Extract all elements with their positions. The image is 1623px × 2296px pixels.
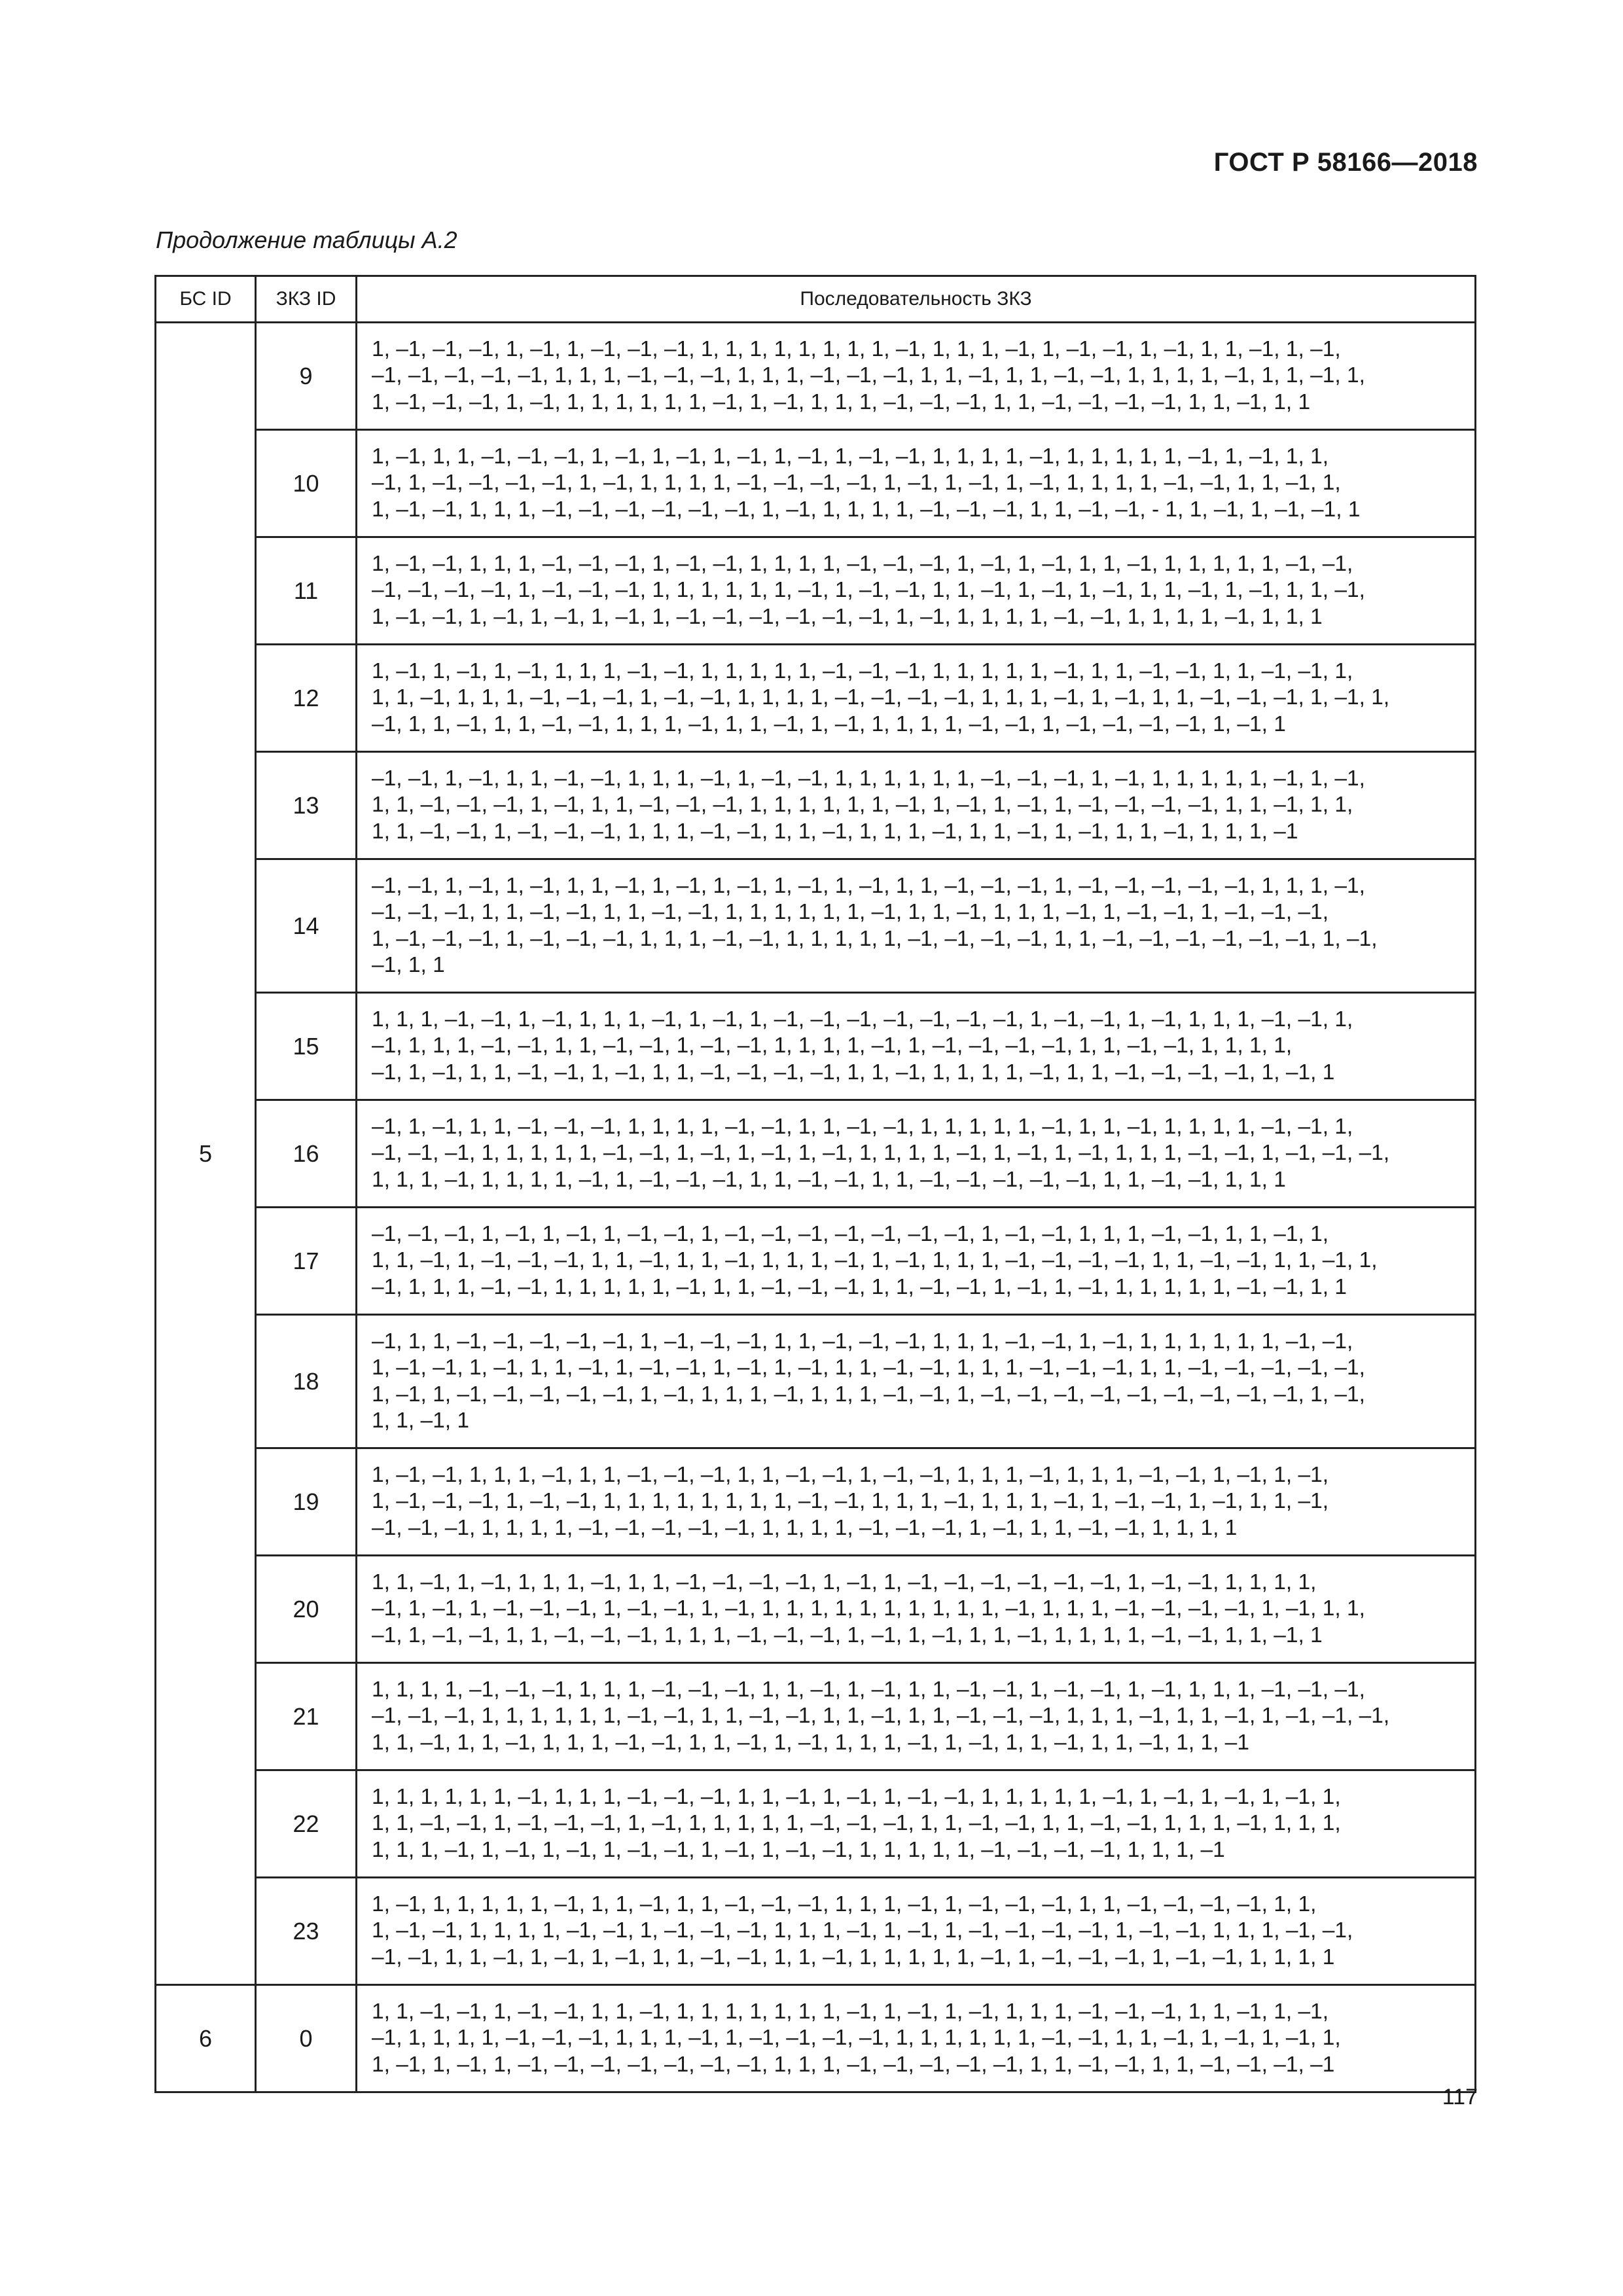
table-row	[156, 1315, 1476, 1448]
sequence-cell: 1, 1, 1, –1, –1, 1, –1, 1, 1, 1, –1, 1, –1, 1, –1, –1, –1, –1, –1, –1, –1, 1, –1, –1, 1, –1, 1, 1, 1, –1, –1, 1, –1, 1, 1, 1, –1, –1, 1, 1, –1, –1, 1, –1, –1, 1, 1, 1, 1, –1, 1, –1, –1, –1, –1, 1, 1, –1, –1, 1, 1, 1, 1, –1, 1, –1, 1, 1, –1, –1, 1, –1, 1, 1, –1, –1, –1, –1, 1, 1, –1, 1, 1, 1, 1, –1, 1, 1, –1, –1, –1, –1, 1, –1, 1	[357, 993, 1476, 1100]
zkz-id-cell: 17	[256, 1208, 357, 1315]
document-standard-header: ГОСТ Р 58166—2018	[1213, 148, 1478, 177]
zkz-id-cell: 15	[256, 993, 357, 1100]
table-row	[156, 859, 1476, 993]
column-header-sequence: Последовательность ЗКЗ	[357, 276, 1476, 323]
zkz-id-cell: 21	[256, 1663, 357, 1770]
zkz-id-cell: 13	[256, 752, 357, 859]
sequence-cell: 1, 1, 1, 1, 1, 1, –1, 1, 1, 1, –1, –1, –1, 1, 1, –1, 1, –1, 1, –1, –1, 1, 1, 1, 1, 1, –1, 1, –1, 1, –1, 1, –1, 1, 1, 1, –1, –1, 1, –1, –1, –1, 1, –1, 1, 1, 1, 1, 1, –1, –1, –1, 1, 1, –1, –1, 1, 1, –1, –1, 1, 1, 1, –1, 1, 1, 1, 1, 1, 1, –1, 1, –1, 1, –1, 1, –1, –1, 1, –1, 1, –1, –1, 1, 1, 1, 1, 1, –1, –1, –1, –1, 1, 1, 1, –1	[357, 1770, 1476, 1878]
table-row	[156, 1663, 1476, 1770]
sequence-cell: 1, –1, 1, –1, 1, –1, 1, 1, 1, –1, –1, 1, 1, 1, 1, 1, –1, –1, –1, 1, 1, 1, 1, 1, –1, 1, 1, –1, –1, 1, 1, –1, –1, 1, 1, 1, –1, 1, 1, 1, –1, –1, –1, 1, –1, –1, 1, 1, 1, 1, –1, –1, –1, –1, 1, 1, 1, –1, 1, –1, 1, 1, –1, –1, –1, 1, –1, 1, –1, 1, 1, –1, 1, 1, –1, –1, 1, 1, 1, –1, 1, 1, –1, 1, –1, 1, 1, 1, 1, –1, –1, 1, –1, –1, –1, –1, 1, –1, 1	[357, 645, 1476, 752]
table-row	[156, 1556, 1476, 1663]
table-row	[156, 1770, 1476, 1878]
zkz-id-cell: 9	[256, 323, 357, 430]
table-row	[156, 323, 1476, 430]
sequence-cell: –1, 1, –1, 1, 1, –1, –1, –1, 1, 1, 1, 1, –1, –1, 1, 1, –1, –1, 1, 1, 1, 1, 1, –1, 1, 1, –1, 1, 1, 1, 1, –1, –1, 1, –1, –1, –1, 1, 1, 1, 1, 1, –1, –1, 1, –1, 1, –1, 1, –1, 1, 1, 1, 1, –1, 1, –1, 1, –1, 1, 1, 1, –1, –1, 1, –1, –1, –1, 1, 1, 1, –1, 1, 1, 1, 1, –1, 1, –1, –1, –1, 1, 1, –1, –1, 1, 1, –1, –1, –1, –1, –1, 1, 1, –1, –1, 1, 1, 1	[357, 1100, 1476, 1208]
table-header-row	[156, 276, 1476, 323]
column-header-bs-id: БС ID	[156, 276, 256, 323]
sequence-cell: –1, 1, 1, –1, –1, –1, –1, –1, 1, –1, –1, –1, 1, 1, –1, –1, –1, 1, 1, 1, –1, –1, 1, –1, 1, 1, 1, 1, 1, 1, –1, –1, 1, –1, –1, 1, –1, 1, 1, –1, 1, –1, –1, 1, –1, 1, –1, 1, 1, –1, –1, 1, 1, 1, –1, –1, –1, 1, 1, –1, –1, –1, –1, –1, 1, –1, 1, –1, –1, –1, –1, –1, 1, –1, 1, 1, 1, –1, 1, 1, 1, –1, –1, 1, –1, –1, –1, –1, –1, –1, –1, –1, –1, 1, –1, 1, 1, –1, 1	[357, 1315, 1476, 1448]
table-row	[156, 1100, 1476, 1208]
zkz-id-cell: 16	[256, 1100, 357, 1208]
sequence-cell: –1, –1, 1, –1, 1, –1, 1, 1, –1, 1, –1, 1, –1, 1, –1, 1, –1, 1, 1, –1, –1, –1, 1, –1, –1, –1, –1, –1, 1, 1, 1, –1, –1, –1, –1, 1, 1, –1, –1, 1, 1, –1, –1, 1, 1, 1, 1, 1, 1, –1, 1, 1, –1, 1, 1, 1, –1, 1, –1, –1, 1, –1, –1, –1, 1, –1, –1, –1, 1, –1, –1, –1, 1, 1, 1, –1, –1, 1, 1, 1, 1, 1, –1, –1, –1, –1, 1, 1, –1, –1, –1, –1, –1, –1, 1, –1, –1, 1, 1	[357, 859, 1476, 993]
zkz-id-cell: 19	[256, 1448, 357, 1556]
zkz-id-cell: 20	[256, 1556, 357, 1663]
page-number: 117	[1442, 2085, 1478, 2109]
table-row	[156, 1985, 1476, 2092]
sequence-cell: 1, 1, –1, –1, 1, –1, –1, 1, 1, –1, 1, 1, 1, 1, 1, 1, 1, –1, 1, –1, 1, –1, 1, 1, 1, –1, –1, –1, 1, 1, –1, 1, –1, –1, 1, 1, 1, 1, –1, –1, –1, 1, 1, 1, –1, 1, –1, –1, –1, –1, 1, 1, 1, 1, 1, 1, –1, –1, 1, 1, –1, 1, –1, 1, –1, 1, 1, –1, 1, –1, 1, –1, –1, –1, –1, –1, –1, –1, 1, 1, 1, –1, –1, –1, –1, –1, 1, 1, –1, –1, 1, 1, –1, –1, –1, –1	[357, 1985, 1476, 2092]
column-header-zkz-id: ЗКЗ ID	[256, 276, 357, 323]
sequence-cell: –1, –1, 1, –1, 1, 1, –1, –1, 1, 1, 1, –1, 1, –1, –1, 1, 1, 1, 1, 1, 1, –1, –1, –1, 1, –1, 1, 1, 1, 1, 1, –1, 1, –1, 1, 1, –1, –1, –1, 1, –1, 1, 1, –1, –1, –1, 1, 1, 1, 1, 1, 1, –1, 1, –1, 1, –1, 1, –1, –1, –1, –1, 1, 1, –1, 1, 1, 1, 1, –1, –1, 1, –1, –1, –1, 1, 1, 1, –1, –1, 1, 1, –1, 1, 1, 1, –1, 1, 1, –1, 1, –1, 1, 1, –1, 1, 1, 1, –1	[357, 752, 1476, 859]
sequence-cell: 1, 1, –1, 1, –1, 1, 1, 1, –1, 1, 1, –1, –1, –1, –1, 1, –1, 1, –1, –1, –1, –1, –1, –1, 1, –1, –1, 1, 1, 1, 1, –1, 1, –1, 1, –1, –1, –1, 1, –1, –1, 1, –1, 1, 1, 1, 1, 1, 1, 1, 1, 1, 1, –1, 1, 1, 1, –1, –1, –1, –1, 1, –1, 1, 1, –1, 1, –1, –1, 1, 1, –1, –1, –1, 1, 1, 1, –1, –1, –1, 1, –1, 1, –1, 1, 1, –1, 1, 1, 1, 1, –1, –1, 1, 1, –1, 1	[357, 1556, 1476, 1663]
sequence-cell: –1, –1, –1, 1, –1, 1, –1, 1, –1, –1, 1, –1, –1, –1, –1, –1, –1, –1, 1, –1, –1, 1, 1, 1, –1, –1, 1, 1, –1, 1, 1, 1, –1, 1, –1, –1, –1, 1, 1, –1, 1, 1, –1, 1, 1, 1, –1, 1, –1, 1, 1, 1, –1, –1, –1, –1, 1, 1, –1, –1, 1, 1, –1, 1, –1, 1, 1, 1, –1, –1, 1, 1, 1, 1, 1, –1, 1, 1, –1, –1, –1, 1, 1, –1, –1, 1, –1, 1, –1, 1, 1, 1, 1, 1, –1, –1, 1, 1	[357, 1208, 1476, 1315]
table-row	[156, 1448, 1476, 1556]
sequence-cell: 1, 1, 1, 1, –1, –1, –1, 1, 1, 1, –1, –1, –1, 1, 1, –1, 1, –1, 1, 1, –1, –1, 1, –1, –1, 1, –1, 1, 1, 1, –1, –1, –1, –1, –1, –1, 1, 1, 1, 1, 1, 1, –1, –1, 1, 1, –1, –1, 1, 1, –1, 1, 1, –1, –1, –1, 1, 1, 1, –1, 1, 1, –1, 1, –1, –1, –1, 1, 1, –1, 1, 1, –1, 1, 1, 1, –1, –1, 1, 1, –1, 1, –1, 1, 1, 1, –1, 1, –1, 1, 1, –1, 1, 1, –1, 1, 1, –1	[357, 1663, 1476, 1770]
bs-id-cell: 6	[156, 1985, 256, 2092]
zkz-id-cell: 11	[256, 537, 357, 645]
table-row	[156, 1208, 1476, 1315]
sequence-table	[154, 275, 1476, 2093]
sequence-cell: 1, –1, 1, 1, 1, 1, 1, –1, 1, 1, –1, 1, 1, –1, –1, –1, 1, 1, 1, –1, 1, –1, –1, –1, 1, 1, –1, –1, –1, –1, 1, 1, 1, –1, –1, 1, 1, 1, 1, –1, –1, 1, –1, –1, –1, 1, 1, 1, –1, 1, –1, 1, –1, –1, –1, –1, 1, –1, –1, 1, 1, 1, –1, –1, –1, –1, 1, 1, –1, 1, –1, 1, –1, 1, 1, –1, –1, 1, 1, –1, 1, 1, 1, 1, 1, –1, 1, –1, –1, –1, 1, –1, –1, 1, 1, 1, 1	[357, 1878, 1476, 1985]
table-row	[156, 1878, 1476, 1985]
sequence-cell: 1, –1, –1, 1, 1, 1, –1, –1, –1, 1, –1, –1, 1, 1, 1, 1, –1, –1, –1, 1, –1, 1, –1, 1, 1, –1, 1, 1, 1, 1, 1, –1, –1, –1, –1, –1, –1, 1, –1, –1, –1, 1, 1, 1, 1, 1, 1, –1, 1, –1, –1, 1, 1, –1, 1, –1, 1, –1, 1, 1, –1, 1, –1, 1, 1, –1, 1, –1, –1, 1, –1, 1, –1, 1, –1, 1, –1, –1, –1, –1, –1, –1, 1, –1, 1, 1, 1, 1, –1, –1, 1, 1, 1, 1, –1, 1, 1, 1	[357, 537, 1476, 645]
sequence-cell: 1, –1, –1, 1, 1, 1, –1, 1, 1, –1, –1, –1, 1, 1, –1, –1, 1, –1, –1, 1, 1, 1, –1, 1, 1, 1, –1, –1, 1, –1, 1, –1, 1, –1, –1, –1, 1, –1, –1, 1, 1, 1, 1, 1, 1, 1, 1, –1, –1, 1, 1, 1, –1, 1, 1, 1, –1, 1, –1, –1, 1, –1, 1, 1, –1, –1, –1, –1, 1, 1, 1, 1, –1, –1, –1, –1, –1, 1, 1, 1, 1, –1, –1, –1, 1, –1, 1, 1, –1, –1, 1, 1, 1, 1	[357, 1448, 1476, 1556]
zkz-id-cell: 10	[256, 430, 357, 537]
bs-id-cell: 5	[156, 323, 256, 1985]
table-row	[156, 752, 1476, 859]
table-caption: Продолжение таблицы А.2	[156, 226, 457, 253]
table-row	[156, 645, 1476, 752]
sequence-cell: 1, –1, –1, –1, 1, –1, 1, –1, –1, –1, 1, 1, 1, 1, 1, 1, 1, 1, –1, 1, 1, 1, –1, 1, –1, –1, 1, –1, 1, 1, –1, 1, –1, –1, –1, –1, –1, –1, 1, 1, 1, –1, –1, –1, 1, 1, 1, –1, –1, –1, 1, 1, –1, 1, 1, –1, –1, 1, 1, 1, 1, –1, 1, 1, –1, 1, 1, –1, –1, –1, 1, –1, 1, 1, 1, 1, 1, 1, –1, 1, –1, 1, 1, 1, –1, –1, –1, 1, 1, –1, –1, –1, –1, 1, 1, –1, 1, 1	[357, 323, 1476, 430]
zkz-id-cell: 12	[256, 645, 357, 752]
table-row	[156, 537, 1476, 645]
table-row	[156, 993, 1476, 1100]
table-row	[156, 430, 1476, 537]
zkz-id-cell: 14	[256, 859, 357, 993]
sequence-cell: 1, –1, 1, 1, –1, –1, –1, 1, –1, 1, –1, 1, –1, 1, –1, 1, –1, –1, 1, 1, 1, 1, –1, 1, 1, 1, 1, 1, –1, 1, –1, 1, 1, –1, 1, –1, –1, –1, –1, 1, –1, 1, 1, 1, 1, –1, –1, –1, –1, 1, –1, 1, –1, 1, –1, 1, 1, 1, 1, –1, –1, 1, 1, –1, 1, 1, –1, –1, 1, 1, 1, –1, –1, –1, –1, –1, –1, 1, –1, 1, 1, 1, 1, –1, –1, –1, 1, 1, –1, –1, - 1, 1, –1, 1, –1, –1, 1	[357, 430, 1476, 537]
zkz-id-cell: 0	[256, 1985, 357, 2092]
zkz-id-cell: 22	[256, 1770, 357, 1878]
zkz-id-cell: 18	[256, 1315, 357, 1448]
zkz-id-cell: 23	[256, 1878, 357, 1985]
